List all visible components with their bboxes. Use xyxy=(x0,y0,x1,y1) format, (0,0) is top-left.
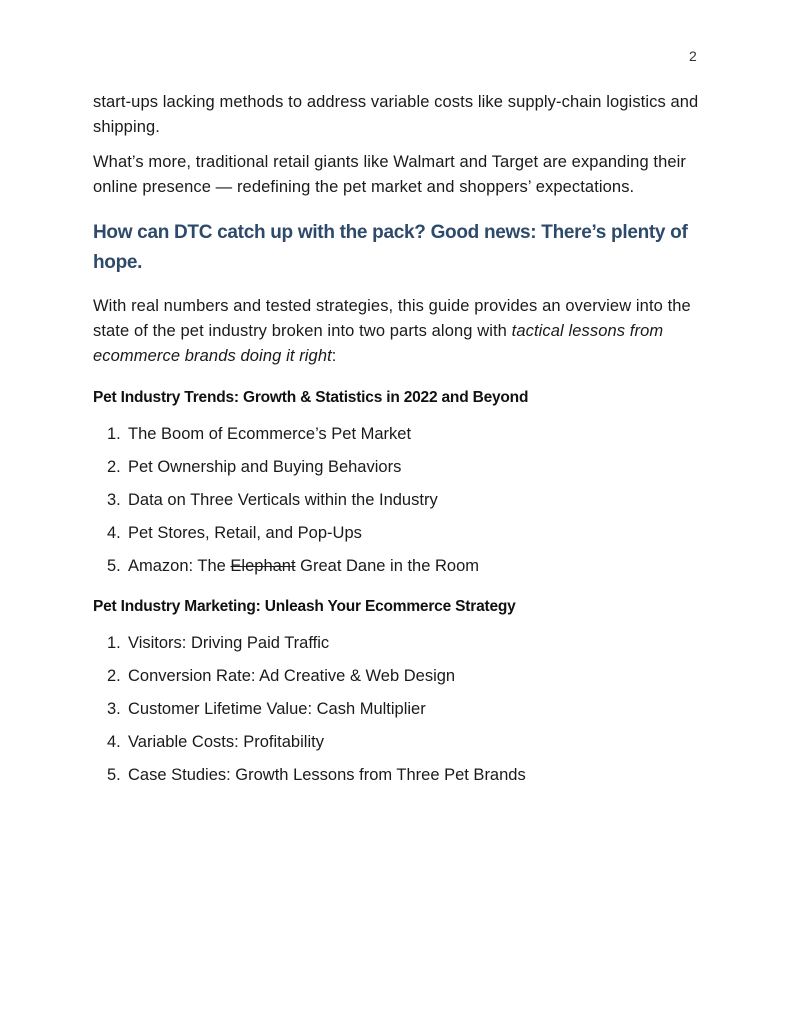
list-number: 2. xyxy=(107,667,121,685)
list-item-label: Pet Stores, Retail, and Pop-Ups xyxy=(128,524,362,542)
list-item-label: Variable Costs: Profitability xyxy=(128,733,324,751)
section-heading: How can DTC catch up with the pack? Good news: There’s plenty of hope. xyxy=(93,222,688,273)
list-item-label: Customer Lifetime Value: Cash Multiplier xyxy=(128,700,426,718)
guide-text-before: With real numbers and tested strategies, this guide provides an overview into the state of the pet industry broken into two parts along with xyxy=(93,297,691,340)
list-number: 5. xyxy=(107,766,121,784)
list-number: 4. xyxy=(107,733,121,751)
list-number: 3. xyxy=(107,700,121,718)
list-item xyxy=(93,665,703,688)
guide-emphasis: tactical lessons from ecommerce brands doing it right xyxy=(93,322,664,365)
list-item xyxy=(93,632,703,655)
intro-paragraph-2: What’s more, traditional retail giants like Walmart and Target are expanding their online presence — redefining the pet market and shoppers’ expectations. xyxy=(93,153,687,196)
list-item xyxy=(93,698,703,721)
list-number: 1. xyxy=(107,425,121,443)
list-number: 1. xyxy=(107,634,121,652)
list-item-label: The Boom of Ecommerce’s Pet Market xyxy=(128,425,412,443)
list-item-label: Visitors: Driving Paid Traffic xyxy=(128,634,330,652)
page-number: 2 xyxy=(689,48,697,64)
list-item-label-suffix: Great Dane in the Room xyxy=(295,557,479,575)
list-item xyxy=(93,731,703,754)
guide-paragraph xyxy=(93,294,703,369)
marketing-list xyxy=(93,632,703,787)
trends-subheading: Pet Industry Trends: Growth & Statistics in 2022 and Beyond xyxy=(93,389,529,406)
list-item-label: Data on Three Verticals within the Industry xyxy=(128,491,438,509)
document-body xyxy=(93,90,703,797)
list-item-label-prefix: Amazon: The xyxy=(128,557,231,575)
list-item-label: Pet Ownership and Buying Behaviors xyxy=(128,458,402,476)
list-item xyxy=(93,423,703,446)
trends-list xyxy=(93,423,703,578)
list-item xyxy=(93,489,703,512)
list-item xyxy=(93,522,703,545)
list-item xyxy=(93,456,703,479)
list-item xyxy=(93,555,703,578)
list-item-struck-word: Elephant xyxy=(230,557,296,575)
marketing-subheading: Pet Industry Marketing: Unleash Your Ecommerce Strategy xyxy=(93,598,516,615)
intro-paragraph-1: start-ups lacking methods to address variable costs like supply-chain logistics and shipping. xyxy=(93,93,699,136)
list-number: 3. xyxy=(107,491,121,509)
guide-text-after: : xyxy=(331,347,337,365)
list-number: 2. xyxy=(107,458,121,476)
list-item-label: Conversion Rate: Ad Creative & Web Design xyxy=(128,667,456,685)
list-item xyxy=(93,764,703,787)
list-item-label: Case Studies: Growth Lessons from Three Pet Brands xyxy=(128,766,526,784)
list-number: 4. xyxy=(107,524,121,542)
list-number: 5. xyxy=(107,557,121,575)
